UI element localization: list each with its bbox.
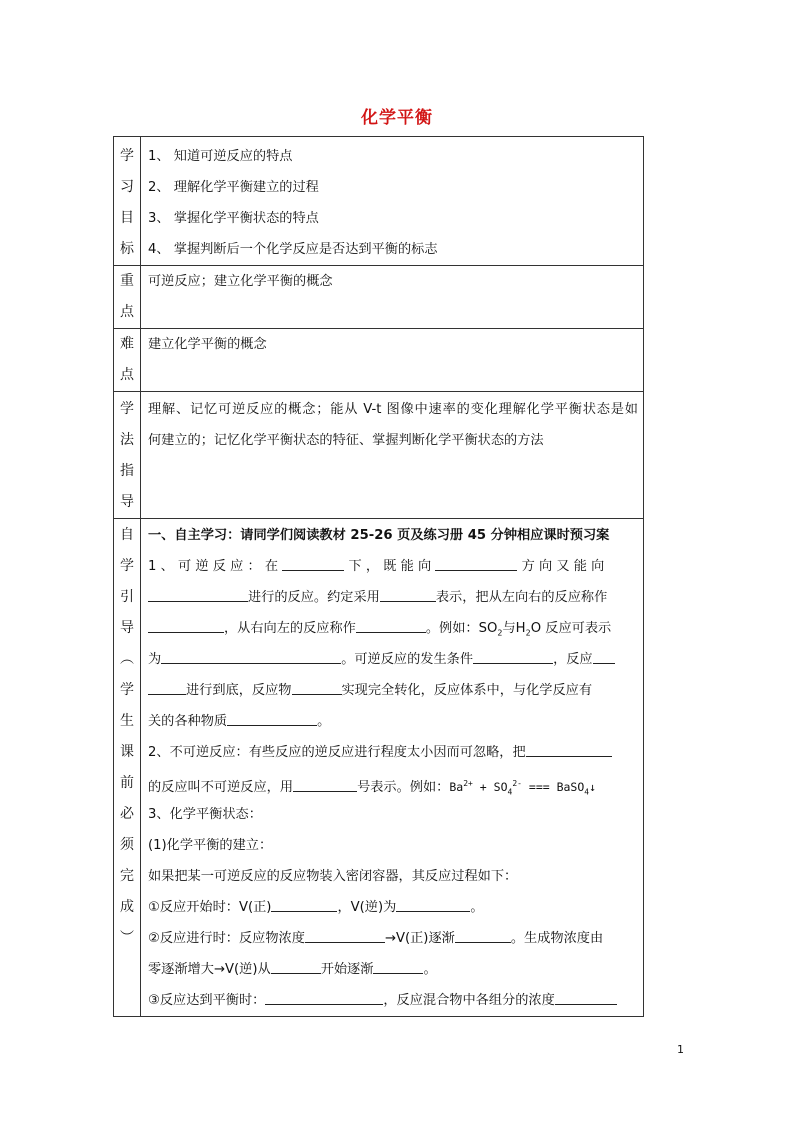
fill-blank[interactable] <box>555 990 617 1005</box>
fill-blank[interactable] <box>435 556 517 571</box>
guide-content <box>141 519 644 1017</box>
label-char: ︶ <box>120 930 134 946</box>
text: 1 、 可 逆 反 应 ： 在 <box>148 559 279 574</box>
lesson-table <box>113 136 644 1017</box>
fill-blank[interactable] <box>455 928 511 943</box>
document-title: 化学平衡 <box>361 108 433 128</box>
fill-blank[interactable] <box>593 649 615 664</box>
fill-blank[interactable] <box>473 649 553 664</box>
fill-blank[interactable] <box>148 587 248 602</box>
text: 开始逐渐 <box>320 962 374 977</box>
objective-item: 4、 掌握判断后一个化学反应是否达到平衡的标志 <box>148 242 438 257</box>
label-char: 点 <box>120 367 134 383</box>
step-2b <box>148 954 638 985</box>
text: ，V(逆)为 <box>337 900 397 915</box>
text: 2、不可逆反应：有些反应的逆反应进行程度太小因而可忽略，把 <box>148 745 526 760</box>
text: 进行的反应。约定采用 <box>248 590 380 605</box>
text: 表示，把从左向右的反应称作 <box>435 590 608 605</box>
page-number: 1 <box>677 1043 684 1056</box>
text: 零逐渐增大→V(逆)从 <box>148 962 271 977</box>
difficulties-text: 建立化学平衡的概念 <box>148 337 267 352</box>
text: ①反应开始时：V(正) <box>148 900 272 915</box>
label-char: 生 <box>120 713 134 729</box>
text: ，反应混合物中各组分的浓度 <box>383 993 555 1008</box>
difficulties-content <box>141 329 644 392</box>
method-label <box>114 392 141 519</box>
text: 关的各种物质 <box>148 714 228 729</box>
fill-blank[interactable] <box>373 959 423 974</box>
text: 为 <box>148 652 162 667</box>
text: + SO <box>472 779 508 794</box>
text: 方 向 又 能 向 <box>521 559 605 574</box>
equation <box>449 779 597 797</box>
text: 号表示。例如： <box>357 779 450 795</box>
fill-blank[interactable] <box>271 959 321 974</box>
label-char: 重 <box>120 273 134 289</box>
label-char: 成 <box>120 899 134 915</box>
text: 的反应叫不可逆反应，用 <box>148 779 294 795</box>
subscript: 2 <box>497 628 503 638</box>
label-char: 学 <box>120 148 134 164</box>
guide-heading: 一、自主学习：请同学们阅读教材 25-26 页及练习册 45 分钟相应课时预习案 <box>148 528 610 543</box>
reversible-line-6 <box>148 706 638 737</box>
reversible-line-3 <box>148 613 638 644</box>
label-char: 导 <box>120 620 134 636</box>
fill-blank[interactable] <box>148 680 186 695</box>
text: Ba <box>449 779 464 794</box>
text: 。 <box>423 962 437 977</box>
key-points-content <box>141 266 644 329</box>
step-3 <box>148 985 638 1016</box>
reversible-line-1 <box>148 551 638 582</box>
fill-blank[interactable] <box>293 777 357 792</box>
text: O 反应可表示 <box>530 621 612 636</box>
fill-blank[interactable] <box>305 928 385 943</box>
step-1 <box>148 892 638 923</box>
text: 。 <box>470 900 484 915</box>
text: ，从右向左的反应称作 <box>224 621 356 636</box>
subscript: 4 <box>507 787 513 797</box>
establish-heading: (1)化学平衡的建立： <box>148 838 273 853</box>
label-char: 前 <box>120 775 134 791</box>
key-points-row <box>114 266 644 329</box>
text: 下 ， 既 能 向 <box>348 559 432 574</box>
fill-blank[interactable] <box>292 680 342 695</box>
label-char: 导 <box>120 494 134 510</box>
text: 与H <box>502 621 526 636</box>
reversible-line-5 <box>148 675 638 706</box>
guide-label <box>114 519 141 1017</box>
objectives-content <box>141 137 644 266</box>
text: 。例如：SO <box>425 621 498 636</box>
objectives-row <box>114 137 644 266</box>
label-char: 指 <box>120 463 134 479</box>
label-char: 法 <box>120 432 134 448</box>
text: 。可逆反应的发生条件 <box>341 652 474 667</box>
state-heading: 3、化学平衡状态： <box>148 807 262 822</box>
method-row <box>114 392 644 519</box>
fill-blank[interactable] <box>161 649 341 664</box>
objective-item: 1、 知道可逆反应的特点 <box>148 149 293 164</box>
reversible-line-4 <box>148 644 638 675</box>
key-points-text: 可逆反应；建立化学平衡的概念 <box>148 274 333 289</box>
objective-item: 3、 掌握化学平衡状态的特点 <box>148 211 319 226</box>
process-intro: 如果把某一可逆反应的反应物装入密闭容器，其反应过程如下： <box>148 869 518 884</box>
guide-row <box>114 519 644 1017</box>
text: ②反应进行时：反应物浓度 <box>148 931 305 946</box>
fill-blank[interactable] <box>356 618 426 633</box>
text: 。生成物浓度由 <box>510 931 604 946</box>
text: 实现完全转化，反应体系中，与化学反应有 <box>341 683 593 698</box>
fill-blank[interactable] <box>265 990 383 1005</box>
text: 进行到底，反应物 <box>186 683 292 698</box>
text: ，反应 <box>553 652 593 667</box>
irreversible-line-1 <box>148 737 638 768</box>
method-line: 何建立的；记忆化学平衡状态的特征、掌握判断化学平衡状态的方法 <box>148 433 544 448</box>
down-arrow-icon: ↓ <box>589 779 597 794</box>
label-char: 习 <box>120 179 134 195</box>
label-char: 标 <box>120 241 134 257</box>
label-char: 完 <box>120 868 134 884</box>
label-char: 难 <box>120 336 134 352</box>
label-char: 自 <box>120 527 134 543</box>
label-char: 课 <box>120 744 134 760</box>
label-char: ︵ <box>120 651 134 667</box>
fill-blank[interactable] <box>282 556 344 571</box>
key-points-label <box>114 266 141 329</box>
step-2 <box>148 923 638 954</box>
method-content <box>141 392 644 519</box>
fill-blank[interactable] <box>271 897 337 912</box>
fill-blank[interactable] <box>396 897 470 912</box>
label-char: 目 <box>120 210 134 226</box>
label-char: 学 <box>120 682 134 698</box>
difficulties-label <box>114 329 141 392</box>
irreversible-line-2 <box>148 768 638 799</box>
subscript: 4 <box>584 787 590 797</box>
objectives-label <box>114 137 141 266</box>
subscript: 2 <box>525 628 531 638</box>
text: === BaSO <box>521 779 585 794</box>
label-char: 须 <box>120 837 134 853</box>
fill-blank[interactable] <box>227 711 317 726</box>
label-char: 引 <box>120 589 134 605</box>
fill-blank[interactable] <box>380 587 436 602</box>
superscript: 2- <box>512 779 522 788</box>
label-char: 必 <box>120 806 134 822</box>
text: ③反应达到平衡时： <box>148 993 266 1008</box>
fill-blank[interactable] <box>526 742 612 757</box>
label-char: 学 <box>120 401 134 417</box>
text: →V(正)逐渐 <box>384 931 455 946</box>
text: 。 <box>317 714 331 729</box>
label-char: 点 <box>120 304 134 320</box>
fill-blank[interactable] <box>148 618 224 633</box>
label-char: 学 <box>120 558 134 574</box>
difficulties-row <box>114 329 644 392</box>
superscript: 2+ <box>463 779 473 788</box>
objective-item: 2、 理解化学平衡建立的过程 <box>148 180 319 195</box>
method-line: 理解、记忆可逆反应的概念；能从 V-t 图像中速率的变化理解化学平衡状态是如 <box>148 402 638 417</box>
reversible-line-2 <box>148 582 638 613</box>
